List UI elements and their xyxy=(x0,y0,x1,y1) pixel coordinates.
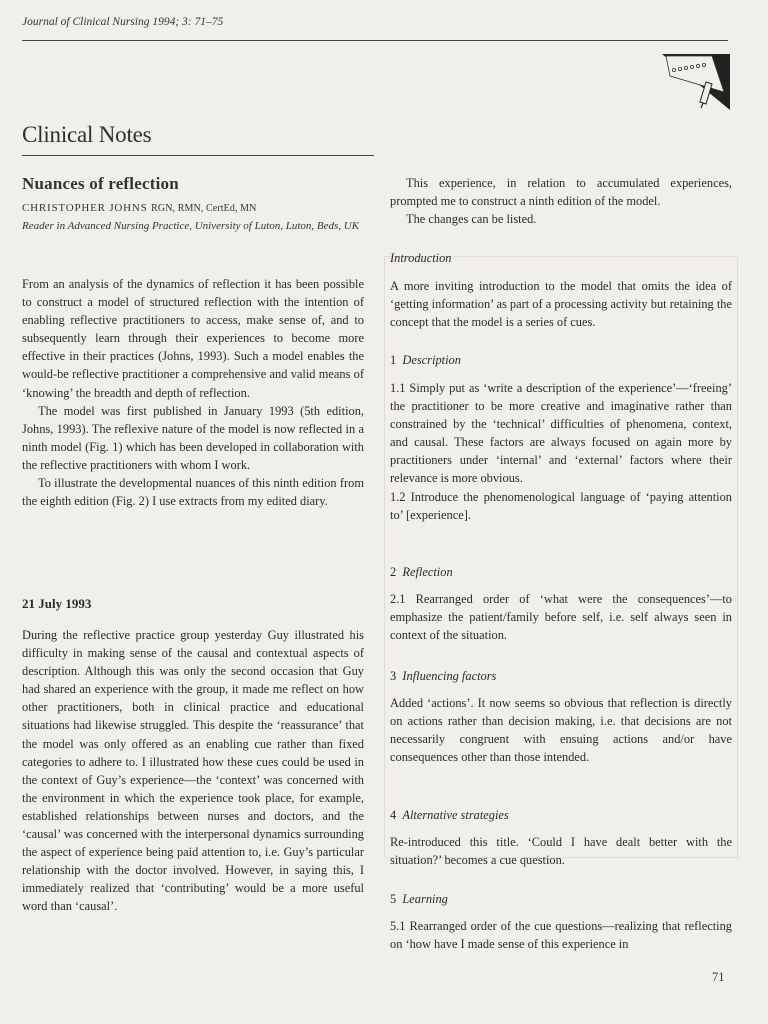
introduction-text xyxy=(390,277,732,331)
reflection-text xyxy=(390,590,732,644)
heading-influencing-factors: 3 Influencing factors xyxy=(390,669,497,683)
section-title: Clinical Notes xyxy=(22,122,152,147)
paragraph: Re-introduced this title. ‘Could I have dealt better with the situation?’ becomes a cue question. xyxy=(390,835,732,868)
introduction-heading: Introduction xyxy=(390,251,452,265)
left-column-diary xyxy=(22,626,364,916)
paragraph: During the reflective practice group yesterday Guy illustrated his difficulty in making sense of the causal and contextual aspects of description. Although this was only the second occasion that Guy had shared an experience with the group, it made me reflect on how other practitioners, both in clinical practice and educational situations had likewise struggled. This despite the ‘reassurance’ that the model was only offered as an enabling cue rather than fixed categories to adhere to. I illustrated how these cues could be used in the context of Guy’s experience—the ‘context’ was concerned with the environment in which the experience took place, for example, established relationships between nurses and doctors, and the ‘causal’ was concerned with the interpersonal dynamics surrounding the aspect of experience being paid attention to, i.e. Guy’s particular relationship with the doctor involved. However, in saying this, I immediately realized that ‘contributing’ would be a more useful word than ‘causal’. xyxy=(22,628,364,914)
section-rule xyxy=(22,155,374,156)
alternative-strategies-text xyxy=(390,833,732,869)
heading-learning: 5 Learning xyxy=(390,892,448,906)
article-title: Nuances of reflection xyxy=(22,174,179,193)
diary-date-heading: 21 July 1993 xyxy=(22,596,92,611)
author-line xyxy=(22,202,256,214)
journal-citation: Journal of Clinical Nursing 1994; 3: 71–75 xyxy=(22,16,224,28)
paragraph: This experience, in relation to accumulated experiences, prompted me to construct a ninth edition of the model. xyxy=(390,176,732,209)
paragraph: The model was first published in January 1993 (5th edition, Johns, 1993). The reflexive nature of the model is now reflected in a ninth model (Fig. 1) which has been developed in collaboration with the reflective practitioners with whom I work. xyxy=(22,403,364,472)
heading-description: 1 Description xyxy=(390,353,461,367)
right-column-opening xyxy=(390,174,732,228)
paragraph: 1.1 Simply put as ‘write a description of the experience’—‘freeing’ the practitioner to be more creative and imaginative rather than constrained by the ‘technical’ difficulties of phenomena, context, and causal. These factors are always focused on again more by practitioners under ‘internal’ and ‘external’ factors where their relevance is more obvious. xyxy=(390,381,732,486)
paragraph: From an analysis of the dynamics of reflection it has been possible to construct a model of structured reflection with the intention of enabling reflective practitioners to access, make sense of, and to subsequently learn through their experiences to become more effective in their practices (Johns, 1993). Such a model enables the would-be reflective practitioner a comprehensive and valid means of ‘knowing’ the breadth and depth of reflection. xyxy=(22,277,364,400)
paragraph: The changes can be listed. xyxy=(406,212,537,227)
learning-text xyxy=(390,917,732,953)
page-number: 71 xyxy=(712,970,725,984)
heading-alternative-strategies: 4 Alternative strategies xyxy=(390,808,509,822)
notebook-pen-logo xyxy=(660,52,732,112)
paragraph: 2.1 Rearranged order of ‘what were the consequences’—to emphasize the patient/family before self, i.e. self always seen in context of the situation. xyxy=(390,592,732,643)
paragraph: 5.1 Rearranged order of the cue questions—realizing that reflecting on ‘how have I made sense of this experience in xyxy=(390,919,732,952)
paragraph: 1.2 Introduce the phenomenological language of ‘paying attention to’ [experience]. xyxy=(390,489,732,522)
influencing-factors-text xyxy=(390,694,732,766)
left-column-intro xyxy=(22,275,364,510)
bleed-through-box xyxy=(384,256,738,858)
top-rule xyxy=(22,40,728,41)
heading-reflection: 2 Reflection xyxy=(390,565,453,579)
description-text xyxy=(390,379,732,524)
bleed-through-text xyxy=(240,62,243,81)
paragraph: Added ‘actions’. It now seems so obvious that reflection is directly on actions rather than decision making, i.e. that decisions are not necessarily congruent with ensuing actions and/or have consequences other than those intended. xyxy=(390,696,732,765)
author-affiliation: Reader in Advanced Nursing Practice, University of Luton, Luton, Beds, UK xyxy=(22,220,360,232)
author-name: CHRISTOPHER JOHNS xyxy=(22,202,148,214)
paragraph: To illustrate the developmental nuances of this ninth edition from the eighth edition (Fig. 2) I use extracts from my edited diary. xyxy=(22,476,364,509)
author-credentials: RGN, RMN, CertEd, MN xyxy=(151,203,257,214)
paragraph: A more inviting introduction to the model that omits the idea of ‘getting information’ as part of a processing activity but retaining the concept that the model is a series of cues. xyxy=(390,279,732,330)
